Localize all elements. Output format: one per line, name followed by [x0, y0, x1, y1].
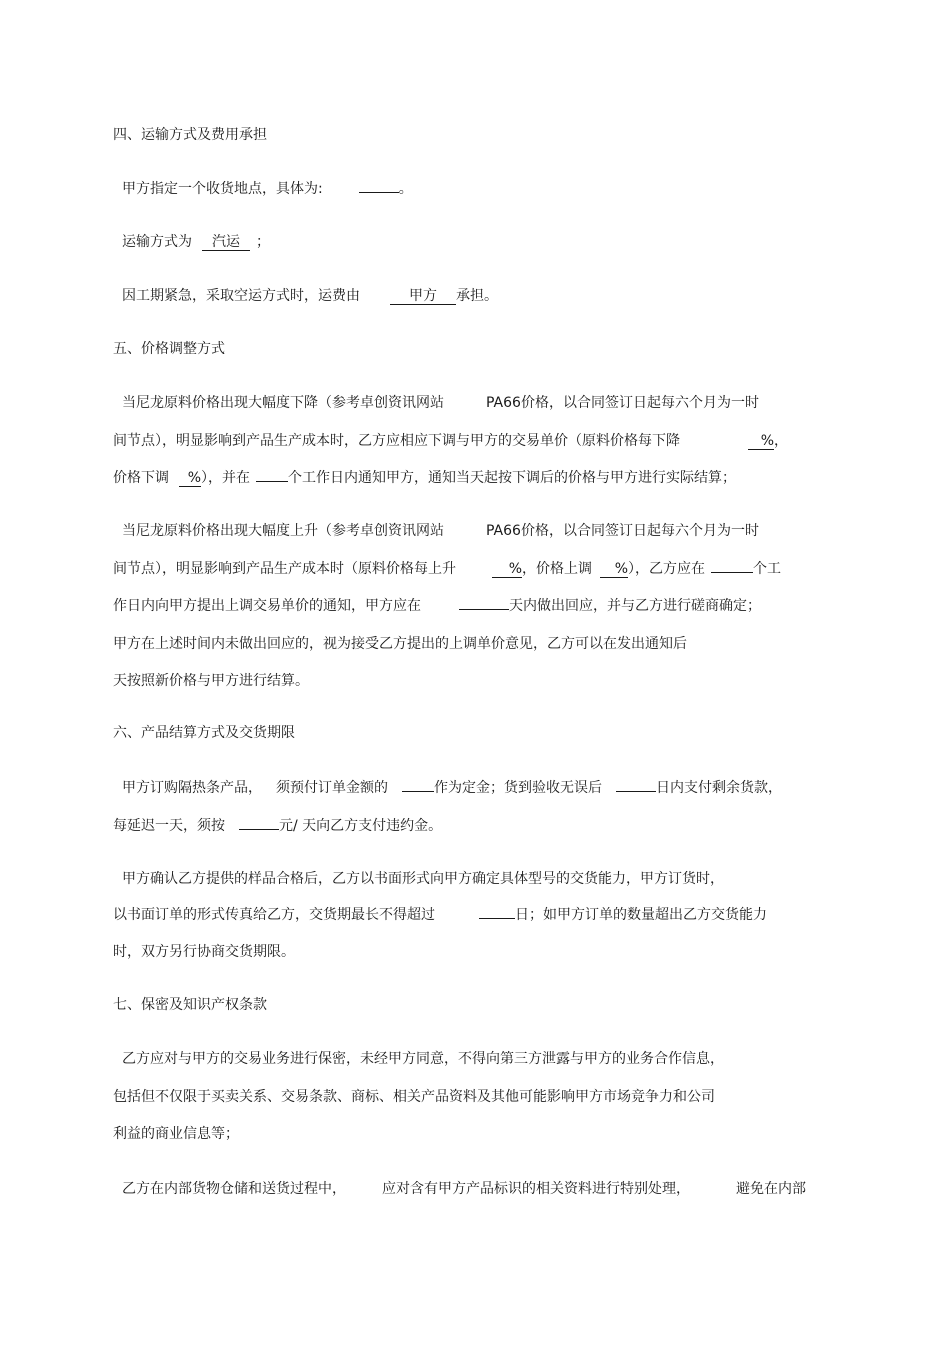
blank-field: %	[600, 561, 628, 578]
text: 以书面订单的形式传真给乙方，交货期最长不得超过	[113, 907, 435, 923]
blank-field	[402, 791, 434, 792]
text: 甲方指定一个收货地点，具体为:	[122, 181, 323, 197]
text: ；	[256, 234, 270, 250]
text: 个工作日内通知甲方，通知当天起按下调后的价格与甲方进行实际结算；	[288, 470, 736, 486]
blank-field	[616, 791, 656, 792]
blank-field	[256, 481, 288, 482]
text: 每延迟一天，须按	[113, 818, 225, 834]
text: 日内支付剩余货款，	[656, 780, 782, 796]
text: 应对含有甲方产品标识的相关资料进行特别处理，	[382, 1181, 690, 1197]
text: 乙方在内部货物仓储和送货过程中，	[122, 1181, 346, 1197]
paragraph-line: 甲方在上述时间内未做出回应的，视为接受乙方提出的上调单价意见，乙方可以在发出通知后	[113, 636, 687, 652]
text: ），并在	[201, 470, 250, 486]
text: 日；如甲方订单的数量超出乙方交货能力	[515, 907, 767, 923]
blank-field: %	[748, 433, 774, 450]
paragraph-line	[113, 597, 761, 615]
text: 价格下调	[113, 470, 169, 486]
paragraph-line	[113, 469, 736, 487]
blank-field	[711, 572, 753, 573]
text: 避免在内部	[736, 1181, 806, 1197]
text: 当尼龙原料价格出现大幅度下降（参考卓创资讯网站	[122, 395, 444, 411]
paragraph-line	[113, 432, 788, 450]
text: PA66价格，以合同签订日起每六个月为一时	[486, 395, 759, 411]
paragraph	[122, 233, 270, 251]
section-4-heading: 四、运输方式及费用承担	[113, 127, 267, 143]
paragraph	[122, 180, 413, 198]
paragraph-line	[113, 906, 767, 924]
section-7-heading: 七、保密及知识产权条款	[113, 997, 267, 1013]
text: 承担。	[456, 288, 498, 304]
section-5-heading: 五、价格调整方式	[113, 341, 225, 357]
text: 当尼龙原料价格出现大幅度上升（参考卓创资讯网站	[122, 523, 444, 539]
paragraph-line	[122, 394, 759, 412]
paragraph	[122, 287, 498, 305]
filled-field: 甲方	[390, 288, 456, 305]
paragraph-line: 天按照新价格与甲方进行结算。	[113, 673, 309, 689]
paragraph-line: 利益的商业信息等；	[113, 1126, 239, 1142]
blank-field: %	[492, 561, 522, 578]
blank-field: %	[179, 470, 201, 487]
blank-field	[479, 918, 515, 919]
paragraph-line: 包括但不仅限于买卖关系、交易条款、商标、相关产品资料及其他可能影响甲方市场竞争力和公司	[113, 1089, 715, 1105]
blank-field	[459, 609, 509, 610]
paragraph-line	[122, 522, 759, 540]
blank-field	[359, 192, 399, 193]
text: 间节点），明显影响到产品生产成本时，乙方应相应下调与甲方的交易单价（原料价格每下降	[113, 433, 680, 449]
paragraph-line	[113, 560, 781, 578]
filled-field: 汽运	[202, 234, 250, 251]
text: 元/ 天向乙方支付违约金。	[279, 818, 443, 834]
paragraph-line	[122, 1180, 806, 1198]
text: 。	[398, 181, 413, 197]
text: 作为定金；货到验收无误后	[434, 780, 602, 796]
text: 作日内向甲方提出上调交易单价的通知，甲方应在	[113, 598, 421, 614]
paragraph-line: 乙方应对与甲方的交易业务进行保密，未经甲方同意，不得向第三方泄露与甲方的业务合作信息，	[122, 1051, 724, 1067]
paragraph-line: 甲方确认乙方提供的样品合格后，乙方以书面形式向甲方确定具体型号的交货能力，甲方订货时，	[122, 871, 724, 887]
text: ，价格上调	[522, 561, 592, 577]
paragraph-line: 时，双方另行协商交货期限。	[113, 944, 295, 960]
text: 须预付订单金额的	[276, 780, 388, 796]
section-6-heading: 六、产品结算方式及交货期限	[113, 725, 295, 741]
text: ，	[774, 433, 788, 449]
text: PA66价格，以合同签订日起每六个月为一时	[486, 523, 759, 539]
text: 间节点），明显影响到产品生产成本时（原料价格每上升	[113, 561, 456, 577]
paragraph-line	[122, 779, 782, 797]
text: 个工	[753, 561, 781, 577]
text: 甲方订购隔热条产品，	[122, 780, 262, 796]
text: 天内做出回应，并与乙方进行磋商确定；	[509, 598, 761, 614]
blank-field	[239, 829, 279, 830]
text: 因工期紧急，采取空运方式时，运费由	[122, 288, 360, 304]
paragraph-line	[113, 817, 442, 835]
text: 运输方式为	[122, 234, 192, 250]
text: ），乙方应在	[628, 561, 705, 577]
